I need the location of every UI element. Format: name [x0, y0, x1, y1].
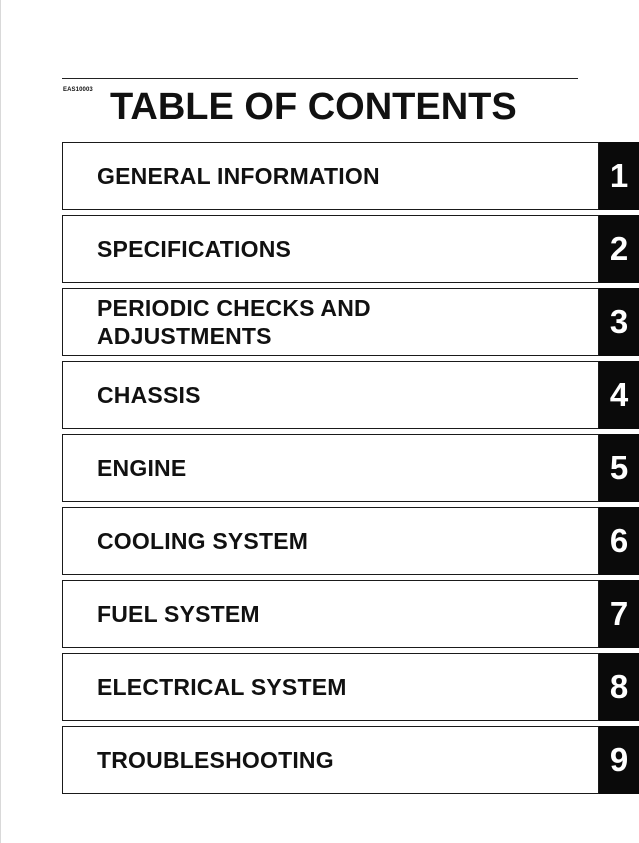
- toc-entry-label: TROUBLESHOOTING: [97, 747, 334, 773]
- toc-entry-engine[interactable]: [62, 434, 639, 502]
- toc-entry-electrical-system[interactable]: [62, 653, 639, 721]
- chapter-number: 7: [609, 595, 629, 632]
- chapter-number: 1: [609, 157, 629, 194]
- page-title: TABLE OF CONTENTS: [110, 86, 517, 128]
- document-code: EAS10003: [63, 87, 93, 93]
- chapter-tab[interactable]: [599, 215, 639, 283]
- chapter-number: 2: [609, 230, 629, 267]
- toc-entry-cooling-system[interactable]: [62, 507, 639, 575]
- toc-entry-label: PERIODIC CHECKS AND ADJUSTMENTS: [97, 295, 371, 349]
- toc-entry-label: ENGINE: [97, 455, 187, 481]
- toc-entry-box: [62, 580, 599, 648]
- toc-entry-box: [62, 653, 599, 721]
- toc-entry-box: [62, 434, 599, 502]
- toc-entry-label: GENERAL INFORMATION: [97, 163, 380, 189]
- toc-entry-fuel-system[interactable]: [62, 580, 639, 648]
- toc-entry-label: CHASSIS: [97, 382, 201, 408]
- chapter-number: 5: [609, 449, 629, 486]
- toc-entry-box: [62, 507, 599, 575]
- chapter-number: 9: [609, 741, 629, 778]
- toc-entry-box: [62, 361, 599, 429]
- chapter-tab[interactable]: [599, 653, 639, 721]
- toc-entry-specifications[interactable]: [62, 215, 639, 283]
- toc-entry-general-information[interactable]: [62, 142, 639, 210]
- chapter-tab[interactable]: [599, 142, 639, 210]
- page-edge: [0, 0, 1, 843]
- table-of-contents: [62, 142, 639, 799]
- chapter-number: 6: [609, 522, 629, 559]
- toc-entry-label: SPECIFICATIONS: [97, 236, 292, 262]
- toc-entry-box: [62, 726, 599, 794]
- toc-entry-troubleshooting[interactable]: [62, 726, 639, 794]
- chapter-tab[interactable]: [599, 361, 639, 429]
- chapter-tab[interactable]: [599, 434, 639, 502]
- chapter-tab[interactable]: [599, 507, 639, 575]
- toc-entry-chassis[interactable]: [62, 361, 639, 429]
- chapter-tab[interactable]: [599, 580, 639, 648]
- chapter-number: 3: [609, 303, 629, 340]
- chapter-number: 4: [609, 376, 629, 413]
- chapter-number: 8: [609, 668, 629, 705]
- toc-entry-box: [62, 288, 599, 356]
- toc-entry-box: [62, 142, 599, 210]
- toc-entry-label: COOLING SYSTEM: [97, 528, 309, 554]
- toc-entry-label: FUEL SYSTEM: [97, 601, 260, 627]
- header-rule: [62, 78, 578, 79]
- toc-entry-periodic-checks[interactable]: [62, 288, 639, 356]
- toc-entry-box: [62, 215, 599, 283]
- chapter-tab[interactable]: [599, 726, 639, 794]
- chapter-tab[interactable]: [599, 288, 639, 356]
- toc-entry-label: ELECTRICAL SYSTEM: [97, 674, 347, 700]
